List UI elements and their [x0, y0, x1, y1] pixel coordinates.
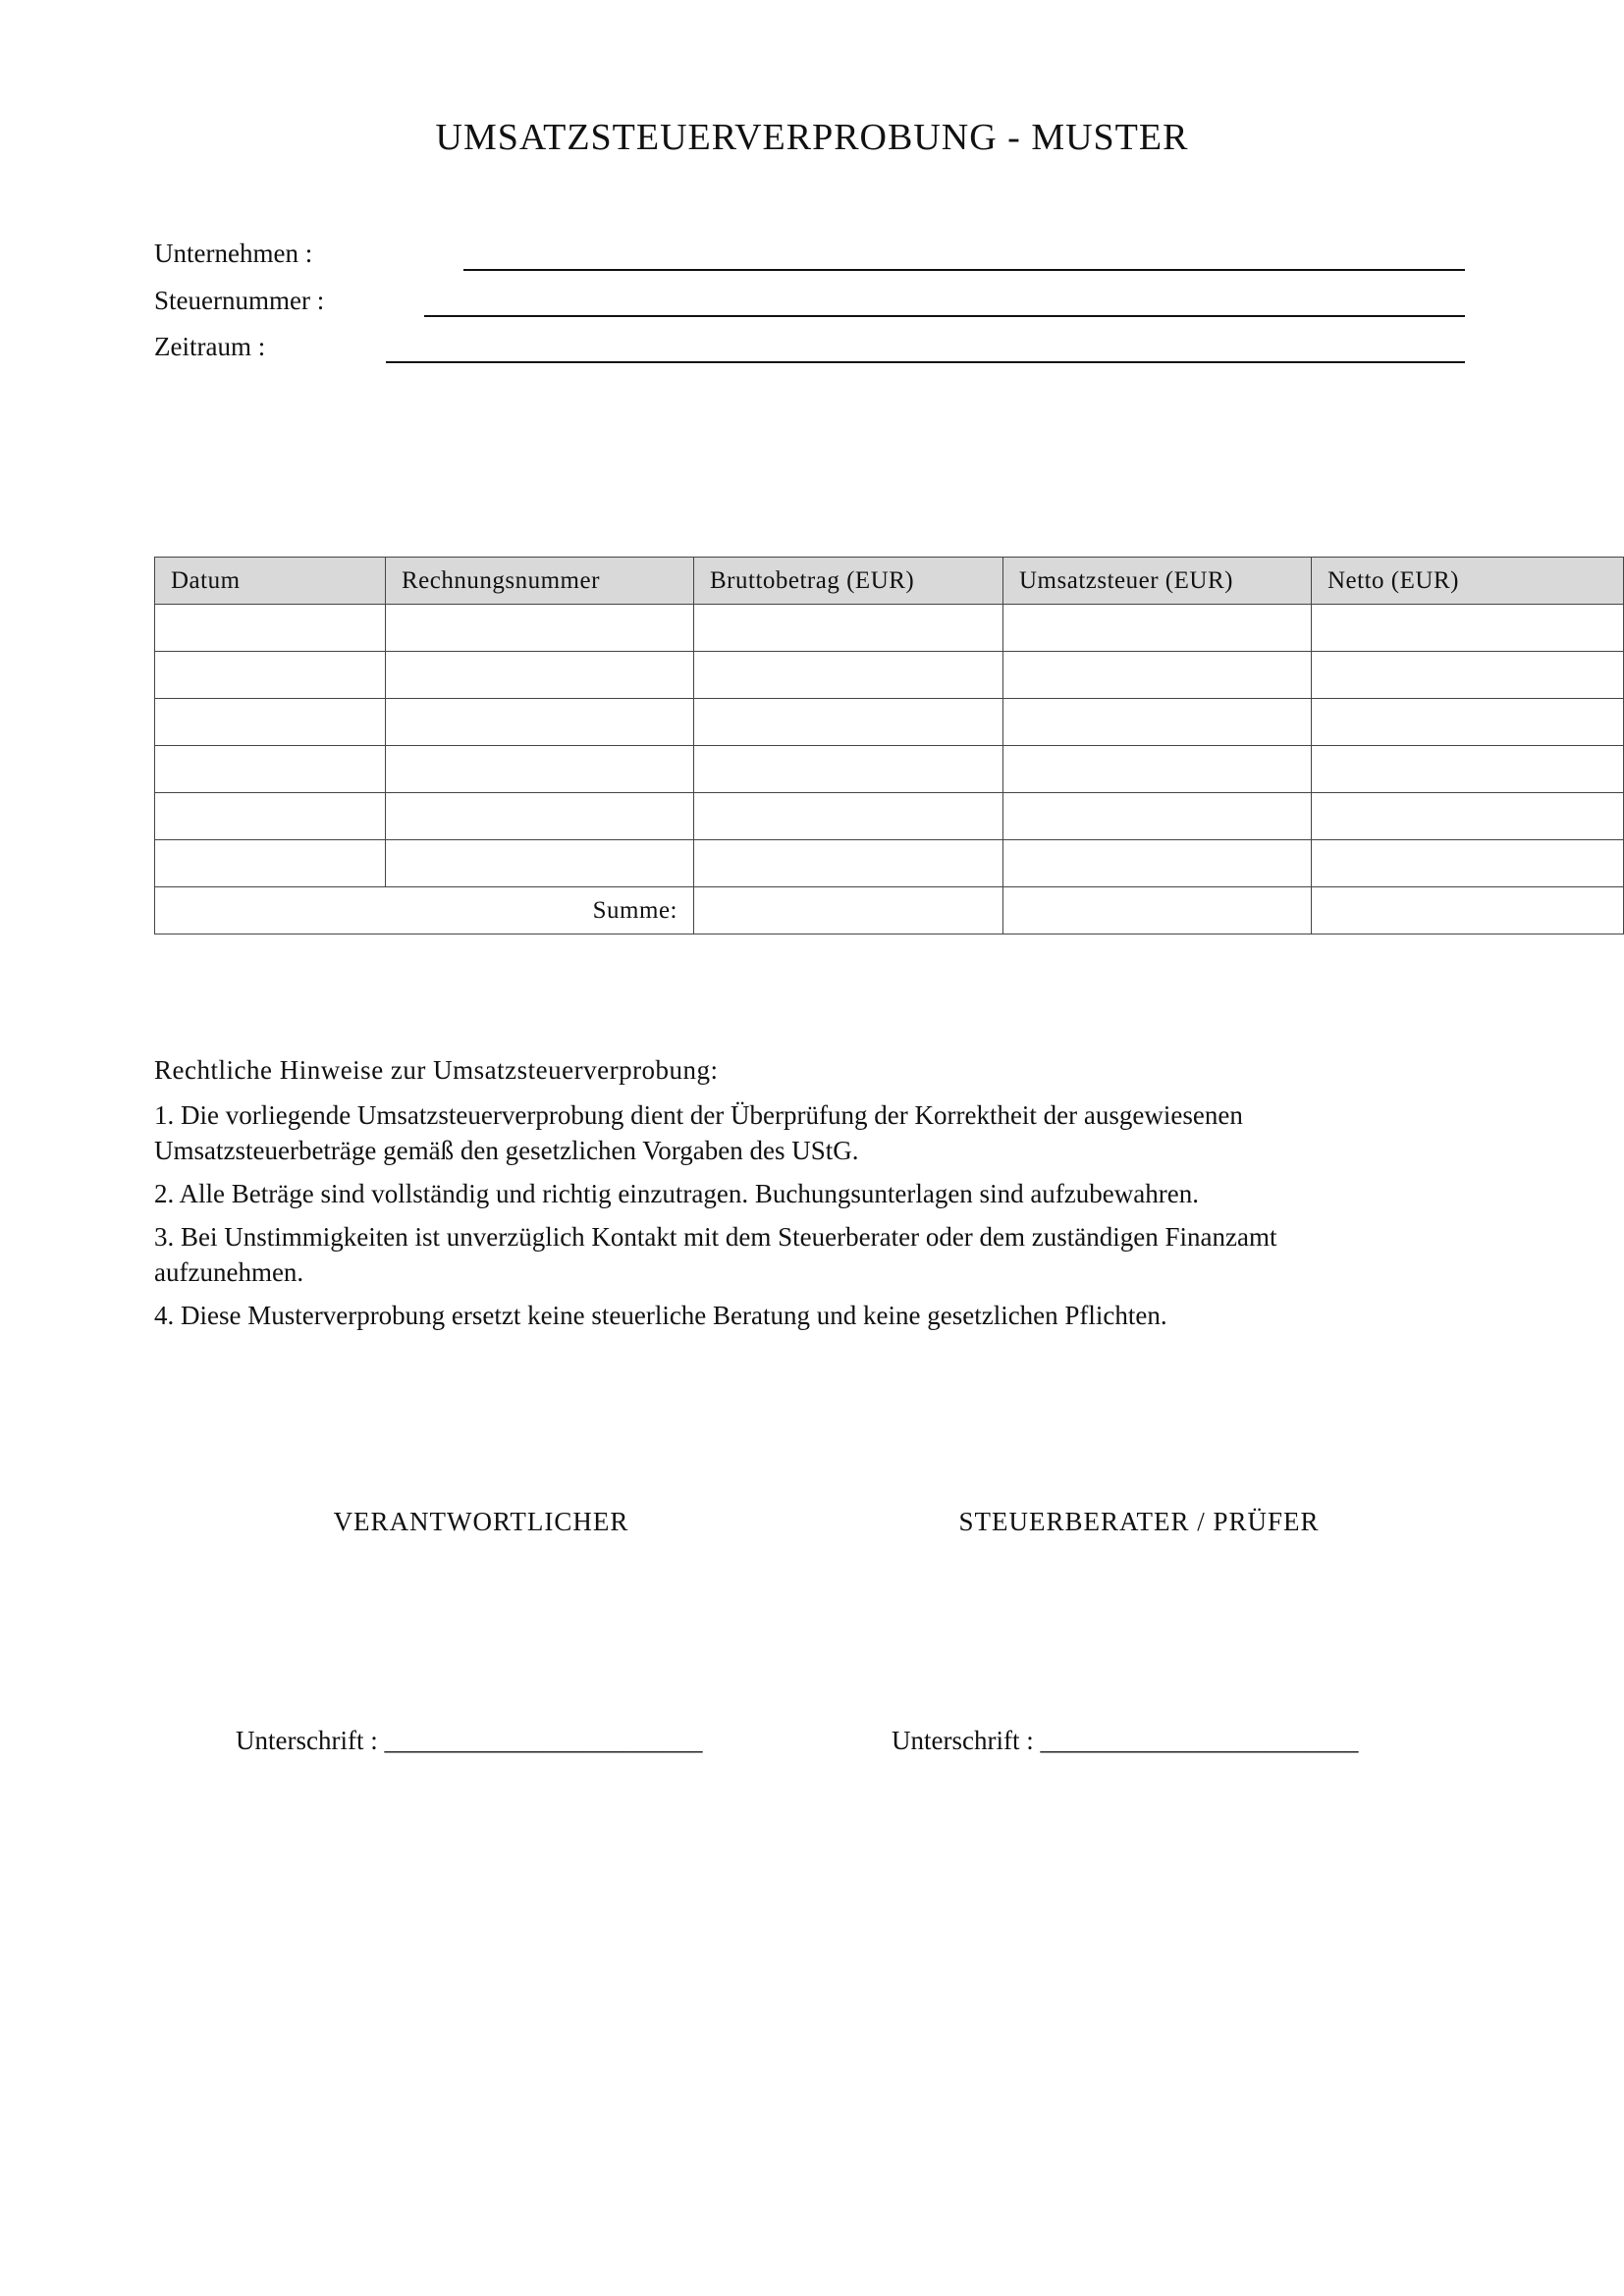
cell-date[interactable] — [155, 793, 386, 840]
table-sum-row — [155, 887, 1624, 934]
cell-invoice-number[interactable] — [386, 840, 694, 887]
cell-net[interactable] — [1312, 840, 1624, 887]
company-input-line[interactable] — [463, 269, 1465, 271]
cell-invoice-number[interactable] — [386, 652, 694, 699]
cell-gross-amount[interactable] — [694, 699, 1003, 746]
cell-vat[interactable] — [1003, 652, 1312, 699]
sum-net[interactable] — [1312, 887, 1624, 934]
cell-vat[interactable] — [1003, 699, 1312, 746]
cell-gross-amount[interactable] — [694, 652, 1003, 699]
cell-gross-amount[interactable] — [694, 840, 1003, 887]
legal-note-item: 2. Alle Beträge sind vollständig und richtig einzutragen. Buchungsunterlagen sind aufzubewahren. — [154, 1179, 1199, 1208]
sum-gross-amount[interactable] — [694, 887, 1003, 934]
signature-role-tax-advisor: STEUERBERATER / PRÜFER — [958, 1507, 1320, 1536]
cell-vat[interactable] — [1003, 840, 1312, 887]
signature-line-tax-advisor[interactable]: Unterschrift : ________________________ — [892, 1726, 1359, 1755]
cell-gross-amount[interactable] — [694, 605, 1003, 652]
table-row — [155, 840, 1624, 887]
tax-number-input-line[interactable] — [424, 315, 1465, 317]
cell-gross-amount[interactable] — [694, 746, 1003, 793]
cell-date[interactable] — [155, 746, 386, 793]
table-row — [155, 746, 1624, 793]
signature-role-responsible: VERANTWORTLICHER — [333, 1507, 629, 1536]
vat-ledger-table — [154, 557, 1624, 934]
document-title: UMSATZSTEUERVERPROBUNG - MUSTER — [435, 117, 1189, 158]
legal-notes-title: Rechtliche Hinweise zur Umsatzsteuerverprobung: — [154, 1055, 719, 1085]
cell-date[interactable] — [155, 699, 386, 746]
cell-date[interactable] — [155, 840, 386, 887]
cell-date[interactable] — [155, 652, 386, 699]
cell-invoice-number[interactable] — [386, 699, 694, 746]
column-header-vat: Umsatzsteuer (EUR) — [1003, 558, 1312, 605]
sum-vat[interactable] — [1003, 887, 1312, 934]
column-header-net: Netto (EUR) — [1312, 558, 1624, 605]
table-header-row — [155, 558, 1624, 605]
tax-number-label: Steuernummer : — [154, 286, 325, 315]
legal-note-item: 4. Diese Musterverprobung ersetzt keine steuerliche Beratung und keine gesetzlichen Pflichten. — [154, 1301, 1167, 1330]
cell-date[interactable] — [155, 605, 386, 652]
signature-line-responsible[interactable]: Unterschrift : ________________________ — [236, 1726, 703, 1755]
legal-notes — [154, 1052, 1391, 1341]
column-header-date: Datum — [155, 558, 386, 605]
sum-label: Summe: — [155, 887, 694, 934]
cell-net[interactable] — [1312, 793, 1624, 840]
cell-vat[interactable] — [1003, 746, 1312, 793]
cell-invoice-number[interactable] — [386, 746, 694, 793]
cell-net[interactable] — [1312, 746, 1624, 793]
cell-net[interactable] — [1312, 605, 1624, 652]
table-row — [155, 605, 1624, 652]
table-row — [155, 793, 1624, 840]
cell-net[interactable] — [1312, 699, 1624, 746]
legal-note-item: 3. Bei Unstimmigkeiten ist unverzüglich Kontakt mit dem Steuerberater oder dem zuständigen Finanzamt aufzunehmen. — [154, 1222, 1277, 1287]
legal-note-item: 1. Die vorliegende Umsatzsteuerverprobung dient der Überprüfung der Korrektheit der ausgewiesenen Umsatzsteuerbeträge gemäß den gesetzlichen Vorgaben des UStG. — [154, 1100, 1243, 1165]
cell-invoice-number[interactable] — [386, 793, 694, 840]
period-label: Zeitraum : — [154, 332, 266, 361]
period-input-line[interactable] — [386, 361, 1465, 363]
cell-invoice-number[interactable] — [386, 605, 694, 652]
company-label: Unternehmen : — [154, 239, 313, 268]
cell-vat[interactable] — [1003, 793, 1312, 840]
cell-gross-amount[interactable] — [694, 793, 1003, 840]
cell-net[interactable] — [1312, 652, 1624, 699]
column-header-invoice-number: Rechnungsnummer — [386, 558, 694, 605]
table-row — [155, 699, 1624, 746]
column-header-gross-amount: Bruttobetrag (EUR) — [694, 558, 1003, 605]
table-row — [155, 652, 1624, 699]
cell-vat[interactable] — [1003, 605, 1312, 652]
